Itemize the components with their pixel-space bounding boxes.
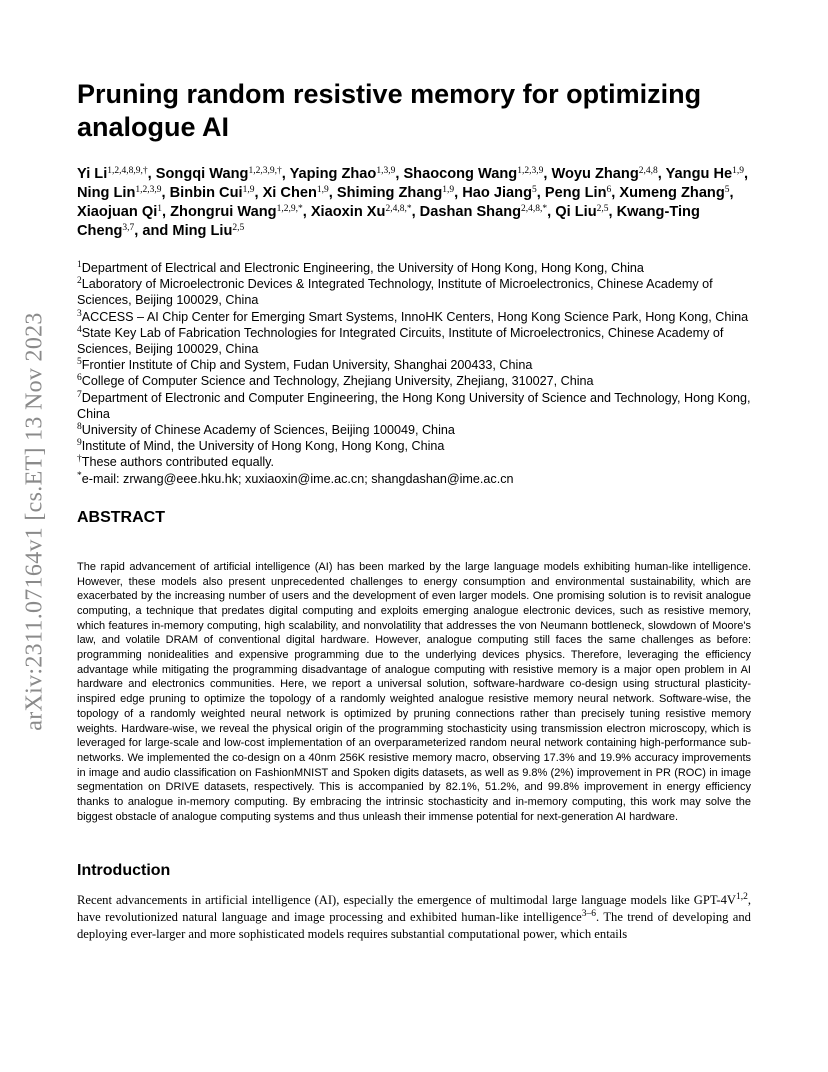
author-name: Peng Lin <box>544 185 607 201</box>
author-list: Yi $Li^{1,2,4,8,9,\dagger}$, Songqi Wang$^{1,2,3,9,\dagger}$, Yaping Zhao$^{1,3,9}$, Shaocong Wang$^{1,2,3,9}$, Woyu Zhang$^{2,4,8}$, Yangu He$^{1,9}$, Ning Lin$^{1,2,3,9}$, Binbin Cui$^{1,9}$, Xi Chen$^{1,9}$, Shiming Zhang$^{1,9}$, Hao Jiang$^5$, Peng Lin$^6$, Xumeng Zhang$^5$, Xiaojuan Qi$^1$, Zhongrui Wang$^{1,2,9,*}$, Xiaoxin $Xu^{2,4,8,*}$, Dashan Shang$^{2,4,8,*}$, Qi Liu$^{2,5}$, Kwang-Ting Cheng$^{3,7}$, and Ming Liu$^{2,5}$ <box>77 166 749 239</box>
affiliation-mark: 3 <box>77 308 82 319</box>
intro-part-1: Recent advancements in artificial intelligence (AI), especially the emergence of multimodal large language models like GPT-4V <box>77 892 736 907</box>
affiliation-text: Institute of Mind, the University of Hong Kong, Hong Kong, China <box>81 439 445 454</box>
paper-page <box>77 78 751 955</box>
author-affiliation-marks: 1,9 <box>442 185 455 195</box>
author <box>172 223 244 239</box>
author <box>311 204 412 220</box>
author-affiliation-marks: 6 <box>606 185 612 195</box>
affiliation-mark: 8 <box>77 422 82 433</box>
author-affiliation-marks: 1,9 <box>732 166 744 176</box>
author-affiliation-marks: 2,4,8 <box>638 166 658 176</box>
affiliation <box>77 276 751 308</box>
affiliation-mark: 4 <box>77 324 82 335</box>
affiliation <box>77 390 751 422</box>
author-name: Shiming Zhang <box>336 185 443 201</box>
author-name: Ming Liu <box>172 223 233 239</box>
author-name: Yangu He <box>665 166 733 182</box>
author-name: Songqi Wang <box>155 166 249 182</box>
intro-part-2: , have revolutionized natural language and image processing and exhibited human-like intelligence <box>77 892 751 924</box>
author <box>420 204 548 220</box>
author-affiliation-marks: 5 <box>532 185 537 195</box>
author <box>290 166 396 182</box>
affiliation-text: These authors contributed equally. <box>81 455 275 470</box>
affiliation-text: Frontier Institute of Chip and System, Fudan University, Shanghai 200433, China <box>81 358 533 373</box>
arxiv-identifier: arXiv:2311.07164v1 [cs.ET] 13 Nov 2023 <box>21 311 48 731</box>
abstract-heading: ABSTRACT <box>77 508 165 526</box>
author-name: Zhongrui Wang <box>170 204 277 220</box>
affiliation-text: College of Computer Science and Technology, Zhejiang University, Zhejiang, 310027, China <box>81 374 594 389</box>
author <box>170 185 255 201</box>
author <box>462 185 537 201</box>
affiliation-text: e-mail: zrwang@eee.hku.hk; xuxiaoxin@ime.ac.cn; shangdashan@ime.ac.cn <box>81 471 514 486</box>
author <box>156 166 282 182</box>
author <box>337 185 454 201</box>
affiliation <box>77 357 751 373</box>
author-affiliation-marks: 1,2,3,9 <box>517 166 544 176</box>
author-name: Shaocong Wang <box>403 166 518 182</box>
citation-2[interactable]: 3–6 <box>581 908 597 919</box>
affiliation <box>77 454 751 470</box>
affiliation-mark: 1 <box>77 260 82 270</box>
author-name: Binbin Cui <box>169 185 243 201</box>
affiliation-text: State Key Lab of Fabrication Technologies for Integrated Circuits, Institute of Microelectronics, Chinese Academy of Sciences, Beijing 100029, China <box>77 325 724 357</box>
affiliation <box>77 471 751 487</box>
citation-1[interactable]: 1,2 <box>735 891 748 902</box>
author <box>263 185 329 201</box>
affiliation-text: ACCESS – AI Chip Center for Emerging Smart Systems, InnoHK Centers, Hong Kong Science Park, Hong Kong, China <box>81 309 749 324</box>
author-affiliation-marks: 2,4,8,* <box>385 204 412 214</box>
author-name: Hao Jiang <box>462 185 533 201</box>
author-name: Yaping Zhao <box>289 166 377 182</box>
author <box>545 185 611 201</box>
author-conjunction: and <box>142 223 169 239</box>
author <box>77 166 148 182</box>
author-affiliation-marks: 5 <box>724 185 730 195</box>
author <box>555 204 608 220</box>
author-affiliation-marks: 1,2,4,8,9,† <box>107 166 148 176</box>
affiliation-text: University of Chinese Academy of Sciences, Beijing 100049, China <box>81 423 455 438</box>
affiliation-mark: 9 <box>77 438 82 449</box>
affiliation-mark: 2 <box>77 276 82 287</box>
author-affiliation-marks: 1,2,3,9 <box>135 185 162 195</box>
arxiv-sidebar-stamp <box>18 276 52 766</box>
author-name: Woyu Zhang <box>551 166 639 182</box>
intro-part-3: . The trend of developing and deploying ever-larger and more sophisticated models requires substantial computational power, which entails <box>77 909 751 941</box>
affiliation <box>77 373 751 389</box>
author-affiliation-marks: 1,9 <box>242 185 255 195</box>
author-name: Yi Li <box>77 166 108 182</box>
author-name: Xiaojuan Qi <box>77 204 158 220</box>
author <box>551 166 657 182</box>
author <box>619 185 729 201</box>
author-affiliation-marks: 2,4,8,* <box>521 204 548 214</box>
author-name: Dashan Shang <box>419 204 522 220</box>
affiliation-mark: * <box>77 470 82 481</box>
author-name: Xi Chen <box>262 185 317 201</box>
affiliation-mark: 6 <box>77 373 82 384</box>
author-affiliation-marks: 1,3,9 <box>376 166 396 176</box>
author-affiliation-marks: 2,5 <box>232 223 245 233</box>
paper-title: Pruning random resistive memory for optimizing analogue AI <box>77 79 702 142</box>
author-name: Xiaoxin Xu <box>310 204 386 220</box>
abstract-text: The rapid advancement of artificial intelligence (AI) has been marked by the large language models exhibiting human-like intelligence. However, these models also present unprecedented challenges to energy consumption and environmental sustainability, which are exacerbated by the increasing number of users and the development of even larger models. One promising solution is to revisit analogue computing, a technique that predates digital computing and exploits emerging analogue electronic devices, such as resistive memory, which features in-memory computing, high scalability, and nonvolatility that addresses the von Neumann bottleneck, slowdown of Moore's law, and volatile DRAM of conventional digital hardware. However, analogue computing still faces the same challenges as before: programming nonidealities and expensive programming due to the underlying devices physics. Therefore, leveraging the efficiency advantage while mitigating the programming disadvantage of analogue computing with resistive memory is a major open problem in AI hardware and electronics communities. Here, we report a universal solution, software-hardware co-design using structural plasticity-inspired edge pruning to optimize the topology of a randomly weighted analogue resistive memory neural network. Software-wise, the topology of a randomly weighted neural network is optimized by pruning connections rather than precisely tuning resistive memory weights. Hardware-wise, we reveal the physical origin of the programming stochasticity using transmission electron microscopy, which is leveraged for large-scale and low-cost implementation of an overparameterized random neural network containing high-performance sub-networks. We implemented the co-design on a 40nm 256K resistive memory macro, observing 17.3% and 19.9% accuracy improvements in image and audio classification on FashionMNIST and Spoken digits datasets, as well as 9.8% (2%) improvement in PR (ROC) in image segmentation on DRIVE datasets, respectively. This is accompanied by 82.1%, 51.2%, and 99.8% improvement in energy efficiency thanks to analogue in-memory computing. By embracing the intrinsic stochasticity and in-memory computing, this work may solve the biggest obstacle of analogue computing systems and thus unleash their immense potential for next-generation AI hardware. <box>77 560 751 823</box>
author-name: Xumeng Zhang <box>619 185 725 201</box>
author-name: Qi Liu <box>555 204 597 220</box>
affiliation-list <box>77 260 751 487</box>
author-name: Kwang-Ting Cheng <box>77 204 700 239</box>
affiliation <box>77 325 751 357</box>
author <box>170 204 303 220</box>
affiliation-text: Laboratory of Microelectronic Devices & Integrated Technology, Institute of Microelectronics, Chinese Academy of Sciences, Beijing 100029, China <box>77 277 713 308</box>
author-affiliation-marks: 1,9 <box>316 185 329 195</box>
affiliation-mark: 5 <box>77 357 82 368</box>
author-name: Ning Lin <box>77 185 136 201</box>
author-affiliation-marks: 1,2,3,9,† <box>248 166 282 176</box>
author <box>77 204 162 220</box>
introduction-text <box>77 892 751 943</box>
author <box>403 166 543 182</box>
author-affiliation-marks: 1,2,9,* <box>276 204 303 214</box>
affiliation <box>77 422 751 438</box>
affiliation-text: Department of Electronic and Computer Engineering, the Hong Kong University of Science and Technology, Hong Kong, China <box>77 390 751 421</box>
author-affiliation-marks: 2,5 <box>596 204 609 214</box>
affiliation <box>77 260 751 276</box>
author <box>666 166 744 182</box>
affiliation-mark: 7 <box>77 389 82 400</box>
author <box>77 185 162 201</box>
affiliation-text: Department of Electrical and Electronic Engineering, the University of Hong Kong, Hong Kong, China <box>81 261 644 275</box>
author-affiliation-marks: 3,7 <box>122 223 135 233</box>
introduction-heading: Introduction <box>77 861 171 879</box>
affiliation <box>77 438 751 454</box>
affiliation <box>77 309 751 325</box>
affiliation-mark: † <box>77 454 82 465</box>
author-affiliation-marks: 1 <box>157 204 163 214</box>
